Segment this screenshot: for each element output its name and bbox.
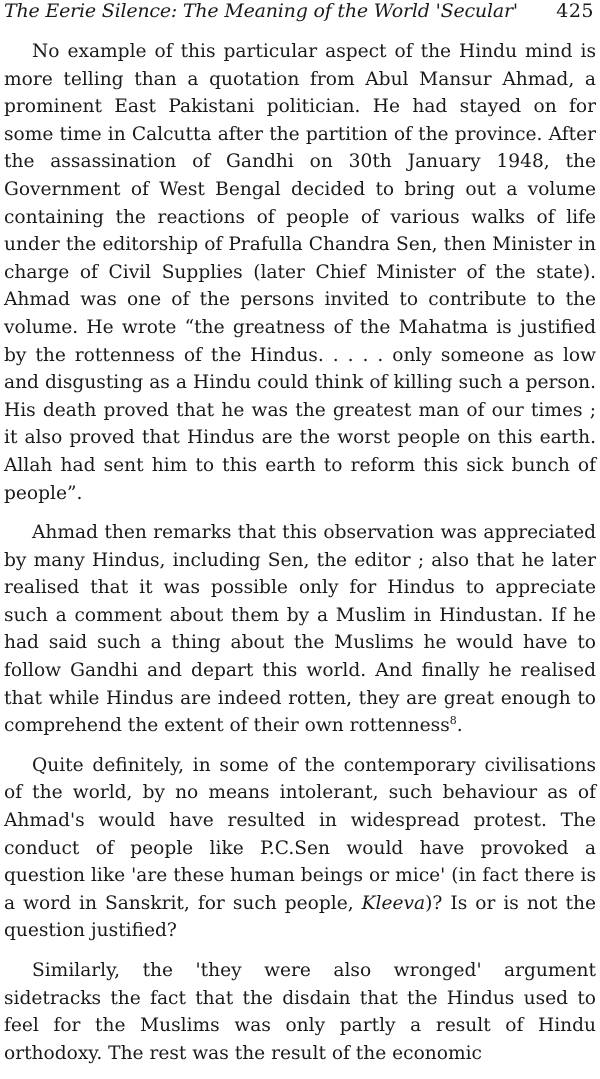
paragraph-3 — [4, 752, 596, 945]
running-title: The Eerie Silence: The Meaning of the World 'Secular' — [4, 0, 518, 22]
page-number: 425 — [556, 0, 594, 22]
paragraph-3-ending: )? Is or is not the question justified? — [4, 892, 596, 942]
paragraph-2 — [4, 519, 596, 740]
sanskrit-term: Kleeva — [361, 892, 426, 914]
paragraph-2-ending: . — [456, 715, 463, 737]
running-header — [4, 0, 594, 30]
body-text — [4, 38, 596, 1079]
paragraph-4: Similarly, the 'they were also wronged' argument sidetracks the fact that the disdain that the Hindus used to feel for the Muslims was only partly a result of Hindu orthodoxy. The rest was the result of the economic — [4, 960, 596, 1064]
footnote-reference: 8 — [449, 714, 457, 728]
paragraph-2-text: Ahmad then remarks that this observation was appreciated by many Hindus, including Sen, the editor ; also that he later realised that it was possible only for Hindus to appreciate such a comment about them by a Muslim in Hindustan. If he had said such a thing about the Muslims he would have to follow Gandhi and depart this world. And finally he realised that while Hindus are indeed rotten, they are great enough to comprehend the extent of their own rottenness — [4, 522, 596, 737]
paragraph-1: No example of this particular aspect of the Hindu mind is more telling than a quotation from Abul Mansur Ahmad, a prominent East Pakistani politician. He had stayed on for some time in Calcutta after the partition of the province. After the assassination of Gandhi on 30th January 1948, the Government of West Bengal decided to bring out a volume containing the reactions of people of various walks of life under the editorship of Prafulla Chandra Sen, then Minister in charge of Civil Supplies (later Chief Minister of the state). Ahmad was one of the persons invited to contribute to the volume. He wrote “the greatness of the Mahatma is justified by the rottenness of the Hindus. . . . . only someone as low and disgusting as a Hindu could think of killing such a person. His death proved that he was the greatest man of our times ; it also proved that Hindus are the worst people on this earth. Allah had sent him to this earth to reform this sick bunch of people”. — [4, 41, 596, 504]
paragraph-3-text: Quite definitely, in some of the contemporary civilisations of the world, by no means intolerant, such behaviour as of Ahmad's would have resulted in widespread protest. The conduct of people like P.C.Sen would have provoked a question like 'are these human beings or mice' (in fact there is a word in Sanskrit, for such people, — [4, 754, 596, 914]
